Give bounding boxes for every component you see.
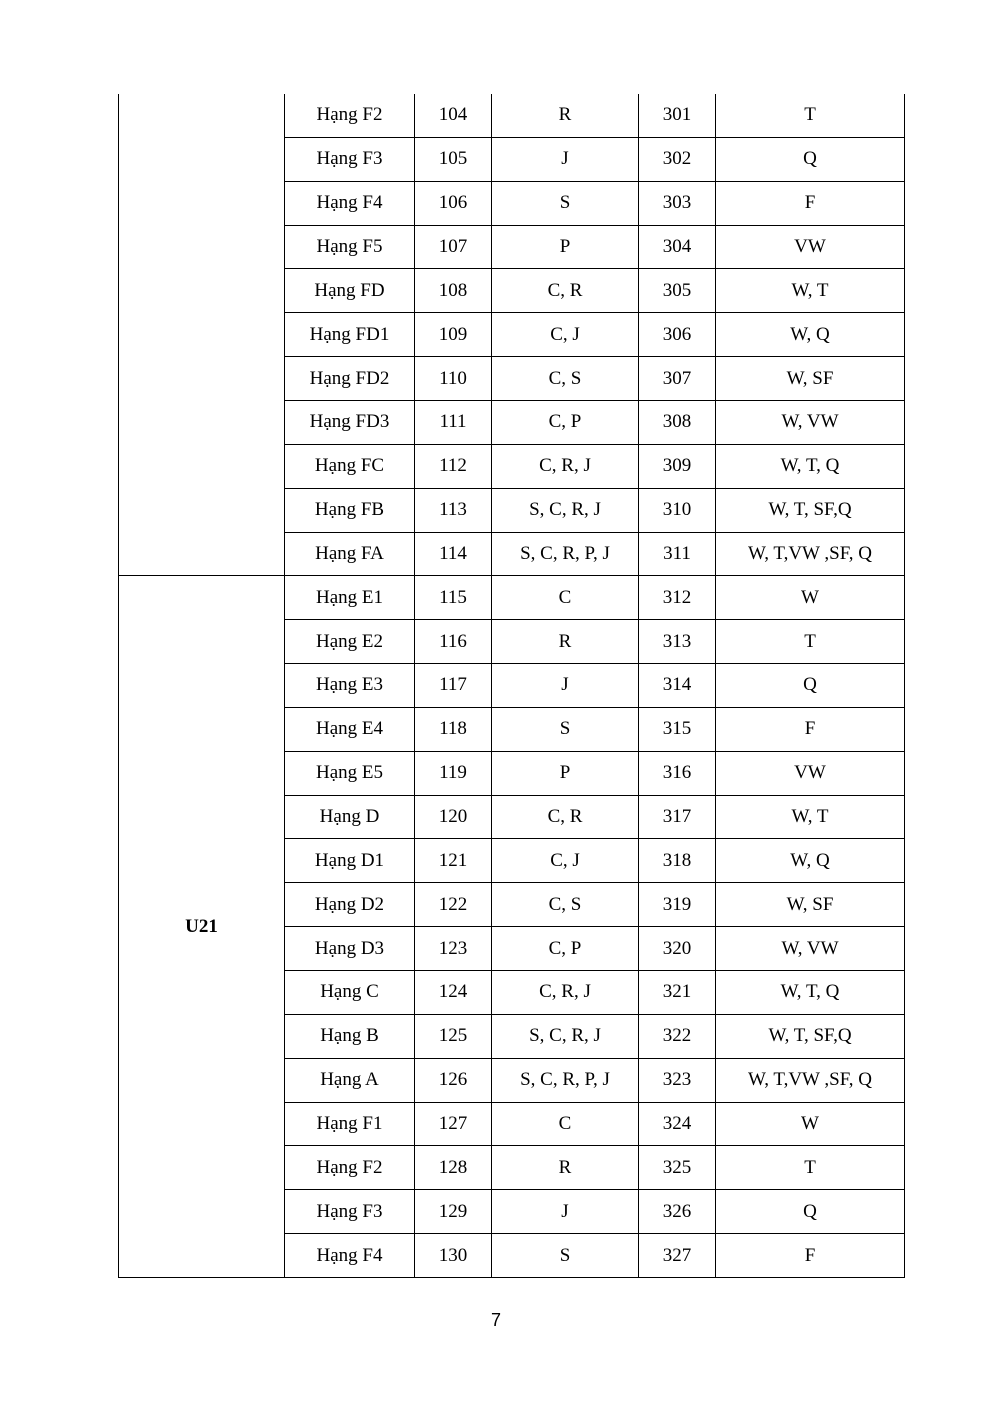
code-b-cell: 308 [639,401,716,445]
letters-cell: C, R [492,269,639,313]
class-name-cell: Hạng FD3 [285,401,415,445]
code-a-cell: 108 [415,269,492,313]
letters-cell: C, P [492,927,639,971]
letters-cell: S, C, R, P, J [492,1059,639,1103]
letters-cell: C, J [492,839,639,883]
code-b-cell: 301 [639,94,716,138]
group-cell-u21: U21 [118,576,285,1278]
codes-cell: W, T [716,269,905,313]
code-b-cell: 306 [639,313,716,357]
classification-table [118,94,905,1278]
class-name-cell: Hạng FD1 [285,313,415,357]
class-name-cell: Hạng D [285,796,415,840]
codes-cell: Q [716,138,905,182]
class-name-cell: Hạng B [285,1015,415,1059]
class-name-cell: Hạng F1 [285,1103,415,1147]
code-b-cell: 322 [639,1015,716,1059]
code-a-cell: 117 [415,664,492,708]
codes-cell: W, Q [716,313,905,357]
codes-cell: T [716,620,905,664]
code-b-cell: 311 [639,533,716,577]
letters-cell: J [492,664,639,708]
class-name-cell: Hạng D1 [285,839,415,883]
letters-cell: S, C, R, J [492,489,639,533]
code-b-cell: 310 [639,489,716,533]
class-name-cell: Hạng F3 [285,1190,415,1234]
class-name-cell: Hạng D2 [285,883,415,927]
codes-cell: W, VW [716,927,905,971]
code-a-cell: 120 [415,796,492,840]
class-name-cell: Hạng FB [285,489,415,533]
code-a-cell: 115 [415,576,492,620]
letters-cell: C, J [492,313,639,357]
codes-cell: W, T,VW ,SF, Q [716,533,905,577]
code-a-cell: 104 [415,94,492,138]
code-b-cell: 302 [639,138,716,182]
letters-cell: S [492,1234,639,1278]
codes-cell: W [716,576,905,620]
class-name-cell: Hạng FA [285,533,415,577]
code-b-cell: 323 [639,1059,716,1103]
letters-cell: C, R, J [492,971,639,1015]
code-a-cell: 113 [415,489,492,533]
class-name-cell: Hạng D3 [285,927,415,971]
code-b-cell: 305 [639,269,716,313]
code-a-cell: 114 [415,533,492,577]
letters-cell: P [492,226,639,270]
letters-cell: C, P [492,401,639,445]
letters-cell: S [492,708,639,752]
class-name-cell: Hạng F3 [285,138,415,182]
class-name-cell: Hạng A [285,1059,415,1103]
codes-cell: F [716,708,905,752]
letters-cell: C [492,576,639,620]
class-name-cell: Hạng FD [285,269,415,313]
code-a-cell: 126 [415,1059,492,1103]
code-a-cell: 118 [415,708,492,752]
class-name-cell: Hạng E3 [285,664,415,708]
code-b-cell: 312 [639,576,716,620]
letters-cell: C, S [492,357,639,401]
code-b-cell: 314 [639,664,716,708]
code-b-cell: 326 [639,1190,716,1234]
code-b-cell: 318 [639,839,716,883]
codes-cell: W, T [716,796,905,840]
codes-cell: VW [716,752,905,796]
codes-cell: Q [716,1190,905,1234]
codes-cell: T [716,94,905,138]
class-name-cell: Hạng C [285,971,415,1015]
codes-cell: W, T, SF,Q [716,489,905,533]
letters-cell: R [492,94,639,138]
class-name-cell: Hạng E1 [285,576,415,620]
class-name-cell: Hạng E2 [285,620,415,664]
code-a-cell: 109 [415,313,492,357]
class-name-cell: Hạng F4 [285,1234,415,1278]
codes-cell: W, T, Q [716,971,905,1015]
code-b-cell: 324 [639,1103,716,1147]
code-b-cell: 325 [639,1146,716,1190]
letters-cell: C, S [492,883,639,927]
code-b-cell: 307 [639,357,716,401]
class-name-cell: Hạng F2 [285,94,415,138]
code-b-cell: 321 [639,971,716,1015]
codes-cell: W [716,1103,905,1147]
codes-cell: W, T,VW ,SF, Q [716,1059,905,1103]
letters-cell: C, R, J [492,445,639,489]
code-a-cell: 123 [415,927,492,971]
code-a-cell: 110 [415,357,492,401]
letters-cell: J [492,1190,639,1234]
codes-cell: T [716,1146,905,1190]
code-b-cell: 316 [639,752,716,796]
letters-cell: J [492,138,639,182]
class-name-cell: Hạng E5 [285,752,415,796]
code-a-cell: 127 [415,1103,492,1147]
class-name-cell: Hạng F5 [285,226,415,270]
codes-cell: W, SF [716,883,905,927]
class-name-cell: Hạng F4 [285,182,415,226]
class-name-cell: Hạng E4 [285,708,415,752]
code-b-cell: 317 [639,796,716,840]
group-cell-continued [118,94,285,576]
code-a-cell: 124 [415,971,492,1015]
code-b-cell: 313 [639,620,716,664]
code-a-cell: 111 [415,401,492,445]
letters-cell: C, R [492,796,639,840]
letters-cell: R [492,620,639,664]
codes-cell: VW [716,226,905,270]
class-name-cell: Hạng FD2 [285,357,415,401]
code-a-cell: 105 [415,138,492,182]
letters-cell: S, C, R, J [492,1015,639,1059]
class-name-cell: Hạng F2 [285,1146,415,1190]
code-a-cell: 129 [415,1190,492,1234]
code-b-cell: 319 [639,883,716,927]
codes-cell: F [716,1234,905,1278]
codes-cell: W, VW [716,401,905,445]
code-b-cell: 320 [639,927,716,971]
code-a-cell: 119 [415,752,492,796]
code-a-cell: 112 [415,445,492,489]
codes-cell: W, T, SF,Q [716,1015,905,1059]
code-a-cell: 125 [415,1015,492,1059]
codes-cell: F [716,182,905,226]
page-number: 7 [490,1310,501,1330]
codes-cell: W, SF [716,357,905,401]
code-a-cell: 116 [415,620,492,664]
class-name-cell: Hạng FC [285,445,415,489]
codes-cell: Q [716,664,905,708]
codes-cell: W, Q [716,839,905,883]
letters-cell: S, C, R, P, J [492,533,639,577]
code-a-cell: 121 [415,839,492,883]
letters-cell: S [492,182,639,226]
code-b-cell: 315 [639,708,716,752]
code-a-cell: 128 [415,1146,492,1190]
code-a-cell: 130 [415,1234,492,1278]
code-a-cell: 122 [415,883,492,927]
letters-cell: C [492,1103,639,1147]
code-a-cell: 107 [415,226,492,270]
letters-cell: P [492,752,639,796]
code-b-cell: 304 [639,226,716,270]
code-a-cell: 106 [415,182,492,226]
code-b-cell: 327 [639,1234,716,1278]
letters-cell: R [492,1146,639,1190]
codes-cell: W, T, Q [716,445,905,489]
code-b-cell: 303 [639,182,716,226]
code-b-cell: 309 [639,445,716,489]
